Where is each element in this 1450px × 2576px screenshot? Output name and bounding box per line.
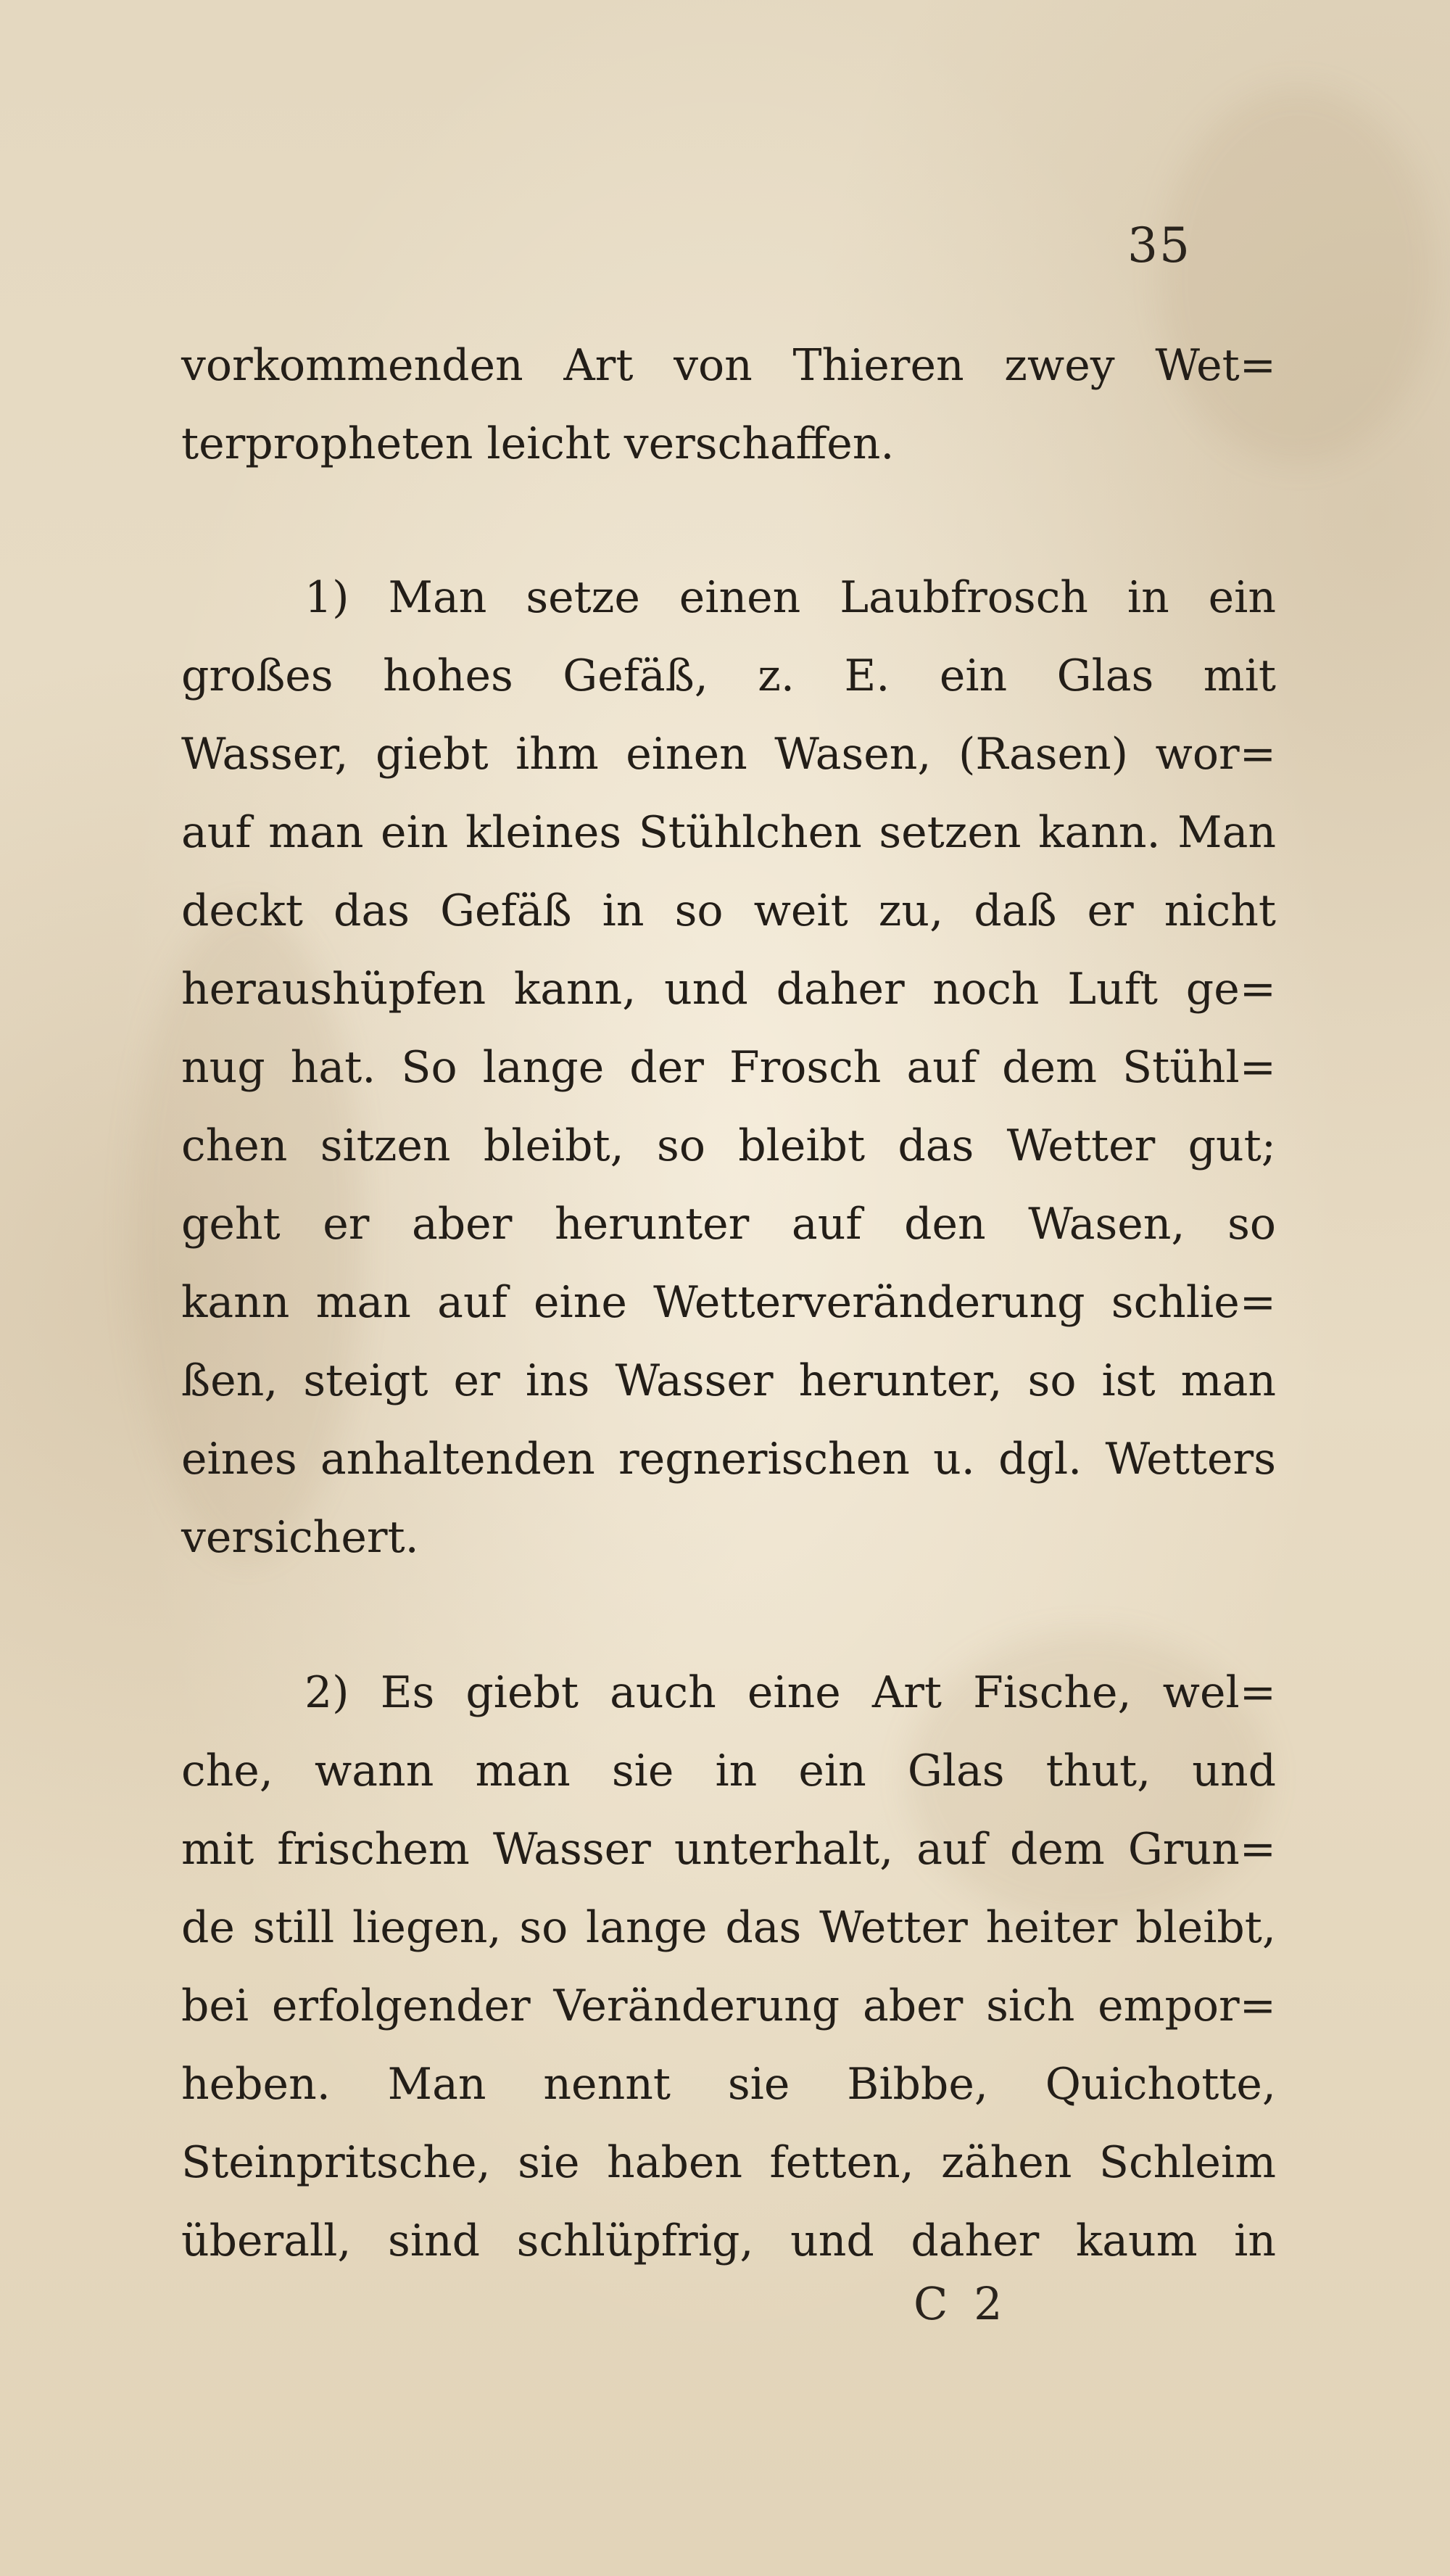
text-line: ßen, steigt er ins Wasser herunter, so ist man [181,1355,1276,1406]
text-line: 1) Man setze einen Laubfrosch in ein [304,572,1276,623]
text-line: eines anhaltenden regnerischen u. dgl. Wetters [181,1434,1276,1485]
text-line: mit frischem Wasser unterhalt, auf dem Grun= [181,1824,1276,1875]
text-line: Wasser, giebt ihm einen Wasen, (Rasen) wor= [181,729,1276,780]
text-line: che, wann man sie in ein Glas thut, und [181,1746,1276,1796]
text-line: deckt das Gefäß in so weit zu, daß er nicht [181,886,1276,936]
text-line: nug hat. So lange der Frosch auf dem Stühl= [181,1042,1276,1093]
text-line: heraushüpfen kann, und daher noch Luft ge= [181,964,1276,1015]
paragraph-laubfrosch [181,558,1276,1577]
text-line: chen sitzen bleibt, so bleibt das Wetter gut; [181,1120,1276,1171]
text-line: heben. Man nennt sie Bibbe, Quichotte, [181,2059,1276,2110]
page-number: 35 [1127,218,1191,273]
text-line: Steinpritsche, sie haben fetten, zähen Schleim [181,2137,1276,2188]
paragraph-continuation [181,326,1276,483]
text-line: überall, sind schlüpfrig, und daher kaum in [181,2216,1276,2266]
text-line: geht er aber herunter auf den Wasen, so [181,1199,1276,1250]
signature-mark: C 2 [914,2277,1008,2330]
text-line: terpropheten leicht verschaffen. [181,418,895,469]
text-line: kann man auf eine Wetterveränderung schlie= [181,1277,1276,1328]
text-line: vorkommenden Art von Thieren zwey Wet= [181,340,1276,391]
text-line: de still liegen, so lange das Wetter heiter bleibt, [181,1902,1276,1953]
text-line: bei erfolgender Veränderung aber sich empor= [181,1981,1276,2031]
paragraph-fische [181,1654,1276,2280]
text-line: 2) Es giebt auch eine Art Fische, wel= [304,1667,1276,1718]
text-line: großes hohes Gefäß, z. E. ein Glas mit [181,651,1276,701]
text-line: versichert. [181,1512,419,1563]
text-line: auf man ein kleines Stühlchen setzen kann. Man [181,807,1276,858]
